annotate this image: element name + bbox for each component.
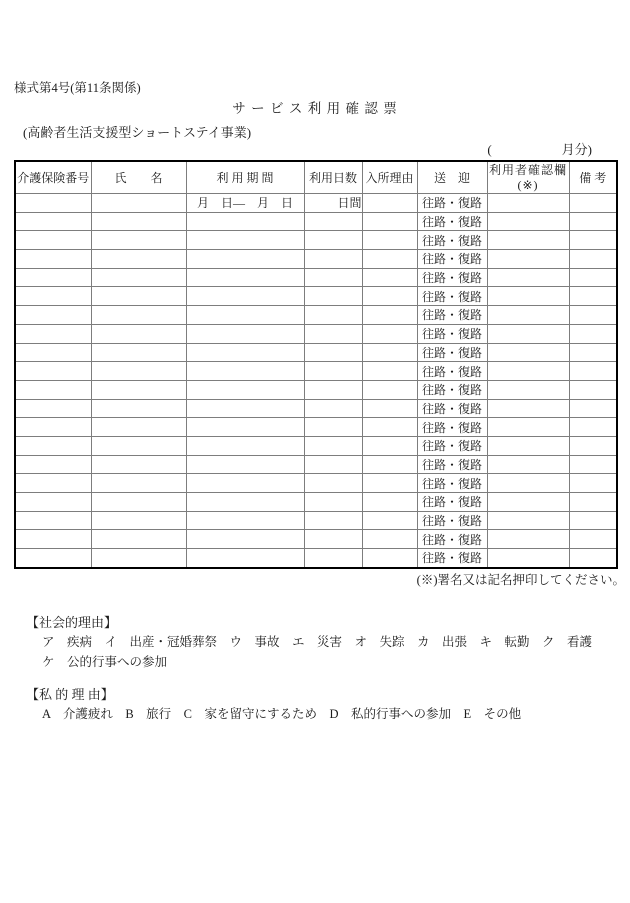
cell-sogei: 往路・復路 [417, 306, 487, 325]
cell-reason [362, 268, 417, 287]
private-reasons-section [14, 686, 616, 724]
col-header-remarks: 備 考 [569, 161, 617, 194]
cell-confirmation [487, 194, 569, 213]
cell-sogei: 往路・復路 [417, 399, 487, 418]
cell-insurance-number [15, 399, 91, 418]
cell-insurance-number [15, 549, 91, 568]
table-row [15, 549, 617, 568]
cell-reason [362, 418, 417, 437]
cell-confirmation [487, 268, 569, 287]
cell-insurance-number [15, 250, 91, 269]
cell-days [304, 380, 362, 399]
cell-days [304, 324, 362, 343]
cell-reason [362, 399, 417, 418]
cell-reason [362, 324, 417, 343]
cell-name [91, 231, 186, 250]
cell-name [91, 511, 186, 530]
cell-name [91, 549, 186, 568]
page-title: サ ー ビ ス 利 用 確 認 票 [232, 101, 398, 116]
table-row [15, 474, 617, 493]
cell-days [304, 436, 362, 455]
month-open-paren: ( [487, 142, 492, 157]
cell-period [186, 549, 304, 568]
table-row [15, 343, 617, 362]
cell-sogei: 往路・復路 [417, 362, 487, 381]
col-header-name: 氏 名 [91, 161, 186, 194]
cell-period [186, 530, 304, 549]
cell-insurance-number [15, 380, 91, 399]
cell-remarks [569, 399, 617, 418]
cell-insurance-number [15, 362, 91, 381]
cell-days [304, 530, 362, 549]
cell-insurance-number [15, 436, 91, 455]
cell-confirmation [487, 380, 569, 399]
cell-reason [362, 287, 417, 306]
cell-confirmation [487, 362, 569, 381]
form-number: 様式第4号(第11条関係) [14, 81, 141, 95]
cell-reason [362, 194, 417, 213]
cell-remarks [569, 380, 617, 399]
social-reasons-line1: ア 疾病 イ 出産・冠婚葬祭 ウ 事故 エ 災害 オ 失踪 カ 出張 キ 転勤 ク 看護 [42, 634, 593, 649]
cell-remarks [569, 343, 617, 362]
cell-name [91, 250, 186, 269]
table-row [15, 268, 617, 287]
table-row [15, 530, 617, 549]
cell-remarks [569, 455, 617, 474]
cell-days [304, 511, 362, 530]
col-header-reason: 入所理由 [362, 161, 417, 194]
cell-name [91, 530, 186, 549]
cell-sogei: 往路・復路 [417, 324, 487, 343]
cell-insurance-number [15, 418, 91, 437]
cell-remarks [569, 287, 617, 306]
cell-name [91, 380, 186, 399]
cell-confirmation [487, 231, 569, 250]
cell-insurance-number [15, 268, 91, 287]
cell-days [304, 362, 362, 381]
cell-sogei: 往路・復路 [417, 493, 487, 512]
cell-days [304, 250, 362, 269]
cell-confirmation [487, 530, 569, 549]
cell-days [304, 306, 362, 325]
col-header-confirmation [487, 161, 569, 194]
cell-name [91, 436, 186, 455]
cell-confirmation [487, 493, 569, 512]
cell-period [186, 418, 304, 437]
cell-insurance-number [15, 231, 91, 250]
cell-remarks [569, 493, 617, 512]
table-row [15, 380, 617, 399]
table-row [15, 511, 617, 530]
month-close-label: 月分) [561, 142, 592, 157]
table-row [15, 250, 617, 269]
cell-days [304, 399, 362, 418]
private-reasons-line1: A 介護疲れ B 旅行 C 家を留守にするため D 私的行事への参加 E その他 [42, 706, 522, 721]
table-row [15, 231, 617, 250]
cell-confirmation [487, 474, 569, 493]
cell-remarks [569, 418, 617, 437]
signature-footnote: (※)署名又は記名押印してください。 [416, 572, 625, 587]
cell-sogei: 往路・復路 [417, 268, 487, 287]
cell-period [186, 380, 304, 399]
cell-period [186, 306, 304, 325]
cell-sogei: 往路・復路 [417, 250, 487, 269]
cell-sogei: 往路・復路 [417, 212, 487, 231]
cell-confirmation [487, 250, 569, 269]
table-row [15, 212, 617, 231]
cell-confirmation [487, 436, 569, 455]
social-reasons-heading: 【社会的理由】 [26, 614, 118, 630]
col-header-sogei: 送 迎 [417, 161, 487, 194]
cell-insurance-number [15, 212, 91, 231]
cell-sogei: 往路・復路 [417, 436, 487, 455]
cell-sogei: 往路・復路 [417, 549, 487, 568]
col-header-period: 利 用 期 間 [186, 161, 304, 194]
cell-days [304, 455, 362, 474]
table-row [15, 418, 617, 437]
cell-confirmation [487, 343, 569, 362]
table-header-row [15, 161, 617, 194]
social-reasons-section [14, 614, 616, 672]
cell-name [91, 212, 186, 231]
cell-period [186, 436, 304, 455]
cell-confirmation [487, 287, 569, 306]
cell-name [91, 306, 186, 325]
cell-remarks [569, 306, 617, 325]
cell-reason [362, 380, 417, 399]
cell-remarks [569, 231, 617, 250]
cell-confirmation [487, 306, 569, 325]
cell-confirmation [487, 324, 569, 343]
cell-period [186, 212, 304, 231]
page-subtitle: (高齢者生活支援型ショートステイ事業) [23, 125, 252, 140]
cell-period [186, 250, 304, 269]
cell-name [91, 268, 186, 287]
cell-remarks [569, 474, 617, 493]
cell-insurance-number [15, 324, 91, 343]
cell-days [304, 212, 362, 231]
cell-name [91, 418, 186, 437]
table-row [15, 436, 617, 455]
cell-period: 月 日— 月 日 [186, 194, 304, 213]
cell-period [186, 399, 304, 418]
cell-insurance-number [15, 493, 91, 512]
cell-sogei: 往路・復路 [417, 194, 487, 213]
table-row [15, 399, 617, 418]
cell-sogei: 往路・復路 [417, 287, 487, 306]
cell-period [186, 474, 304, 493]
cell-name [91, 474, 186, 493]
cell-confirmation [487, 418, 569, 437]
cell-confirmation [487, 511, 569, 530]
cell-remarks [569, 324, 617, 343]
confirmation-header-line1: 利用者確認欄 [488, 163, 567, 178]
cell-reason [362, 436, 417, 455]
cell-days [304, 493, 362, 512]
cell-insurance-number [15, 530, 91, 549]
table-row [15, 306, 617, 325]
cell-confirmation [487, 399, 569, 418]
cell-name [91, 324, 186, 343]
cell-insurance-number [15, 306, 91, 325]
col-header-insurance-number: 介護保険番号 [15, 161, 91, 194]
cell-name [91, 455, 186, 474]
cell-insurance-number [15, 474, 91, 493]
social-reasons-line2: ケ 公的行事への参加 [42, 654, 168, 669]
cell-reason [362, 530, 417, 549]
cell-sogei: 往路・復路 [417, 474, 487, 493]
cell-sogei: 往路・復路 [417, 231, 487, 250]
table-row [15, 362, 617, 381]
cell-remarks [569, 362, 617, 381]
cell-remarks [569, 212, 617, 231]
cell-name [91, 493, 186, 512]
cell-days [304, 549, 362, 568]
cell-confirmation [487, 212, 569, 231]
cell-reason [362, 212, 417, 231]
cell-remarks [569, 530, 617, 549]
cell-days [304, 418, 362, 437]
cell-remarks [569, 511, 617, 530]
cell-name [91, 194, 186, 213]
cell-period [186, 362, 304, 381]
cell-reason [362, 455, 417, 474]
cell-remarks [569, 250, 617, 269]
cell-name [91, 399, 186, 418]
cell-days: 日間 [304, 194, 362, 213]
cell-reason [362, 493, 417, 512]
cell-sogei: 往路・復路 [417, 380, 487, 399]
cell-period [186, 455, 304, 474]
cell-insurance-number [15, 343, 91, 362]
cell-insurance-number [15, 287, 91, 306]
cell-period [186, 511, 304, 530]
cell-remarks [569, 194, 617, 213]
cell-days [304, 231, 362, 250]
table-row [15, 324, 617, 343]
table-row [15, 194, 617, 213]
cell-name [91, 362, 186, 381]
cell-reason [362, 474, 417, 493]
confirmation-header-line2: (※) [517, 177, 539, 192]
cell-sogei: 往路・復路 [417, 455, 487, 474]
cell-period [186, 324, 304, 343]
cell-name [91, 343, 186, 362]
cell-period [186, 231, 304, 250]
cell-reason [362, 511, 417, 530]
cell-name [91, 287, 186, 306]
table-row [15, 287, 617, 306]
cell-insurance-number [15, 455, 91, 474]
cell-remarks [569, 549, 617, 568]
table-row [15, 493, 617, 512]
cell-period [186, 343, 304, 362]
table-row [15, 455, 617, 474]
cell-period [186, 493, 304, 512]
cell-insurance-number [15, 194, 91, 213]
col-header-days: 利用日数 [304, 161, 362, 194]
month-field [14, 142, 616, 158]
cell-days [304, 268, 362, 287]
cell-reason [362, 231, 417, 250]
cell-period [186, 287, 304, 306]
cell-sogei: 往路・復路 [417, 418, 487, 437]
cell-sogei: 往路・復路 [417, 511, 487, 530]
cell-days [304, 343, 362, 362]
cell-sogei: 往路・復路 [417, 343, 487, 362]
cell-period [186, 268, 304, 287]
cell-days [304, 474, 362, 493]
private-reasons-heading: 【私 的 理 由】 [26, 686, 114, 702]
table-body [15, 194, 617, 568]
service-use-table [14, 160, 618, 569]
cell-reason [362, 362, 417, 381]
cell-days [304, 287, 362, 306]
cell-remarks [569, 268, 617, 287]
cell-reason [362, 549, 417, 568]
cell-remarks [569, 436, 617, 455]
cell-confirmation [487, 455, 569, 474]
cell-insurance-number [15, 511, 91, 530]
cell-reason [362, 250, 417, 269]
cell-confirmation [487, 549, 569, 568]
cell-reason [362, 306, 417, 325]
cell-reason [362, 343, 417, 362]
cell-sogei: 往路・復路 [417, 530, 487, 549]
